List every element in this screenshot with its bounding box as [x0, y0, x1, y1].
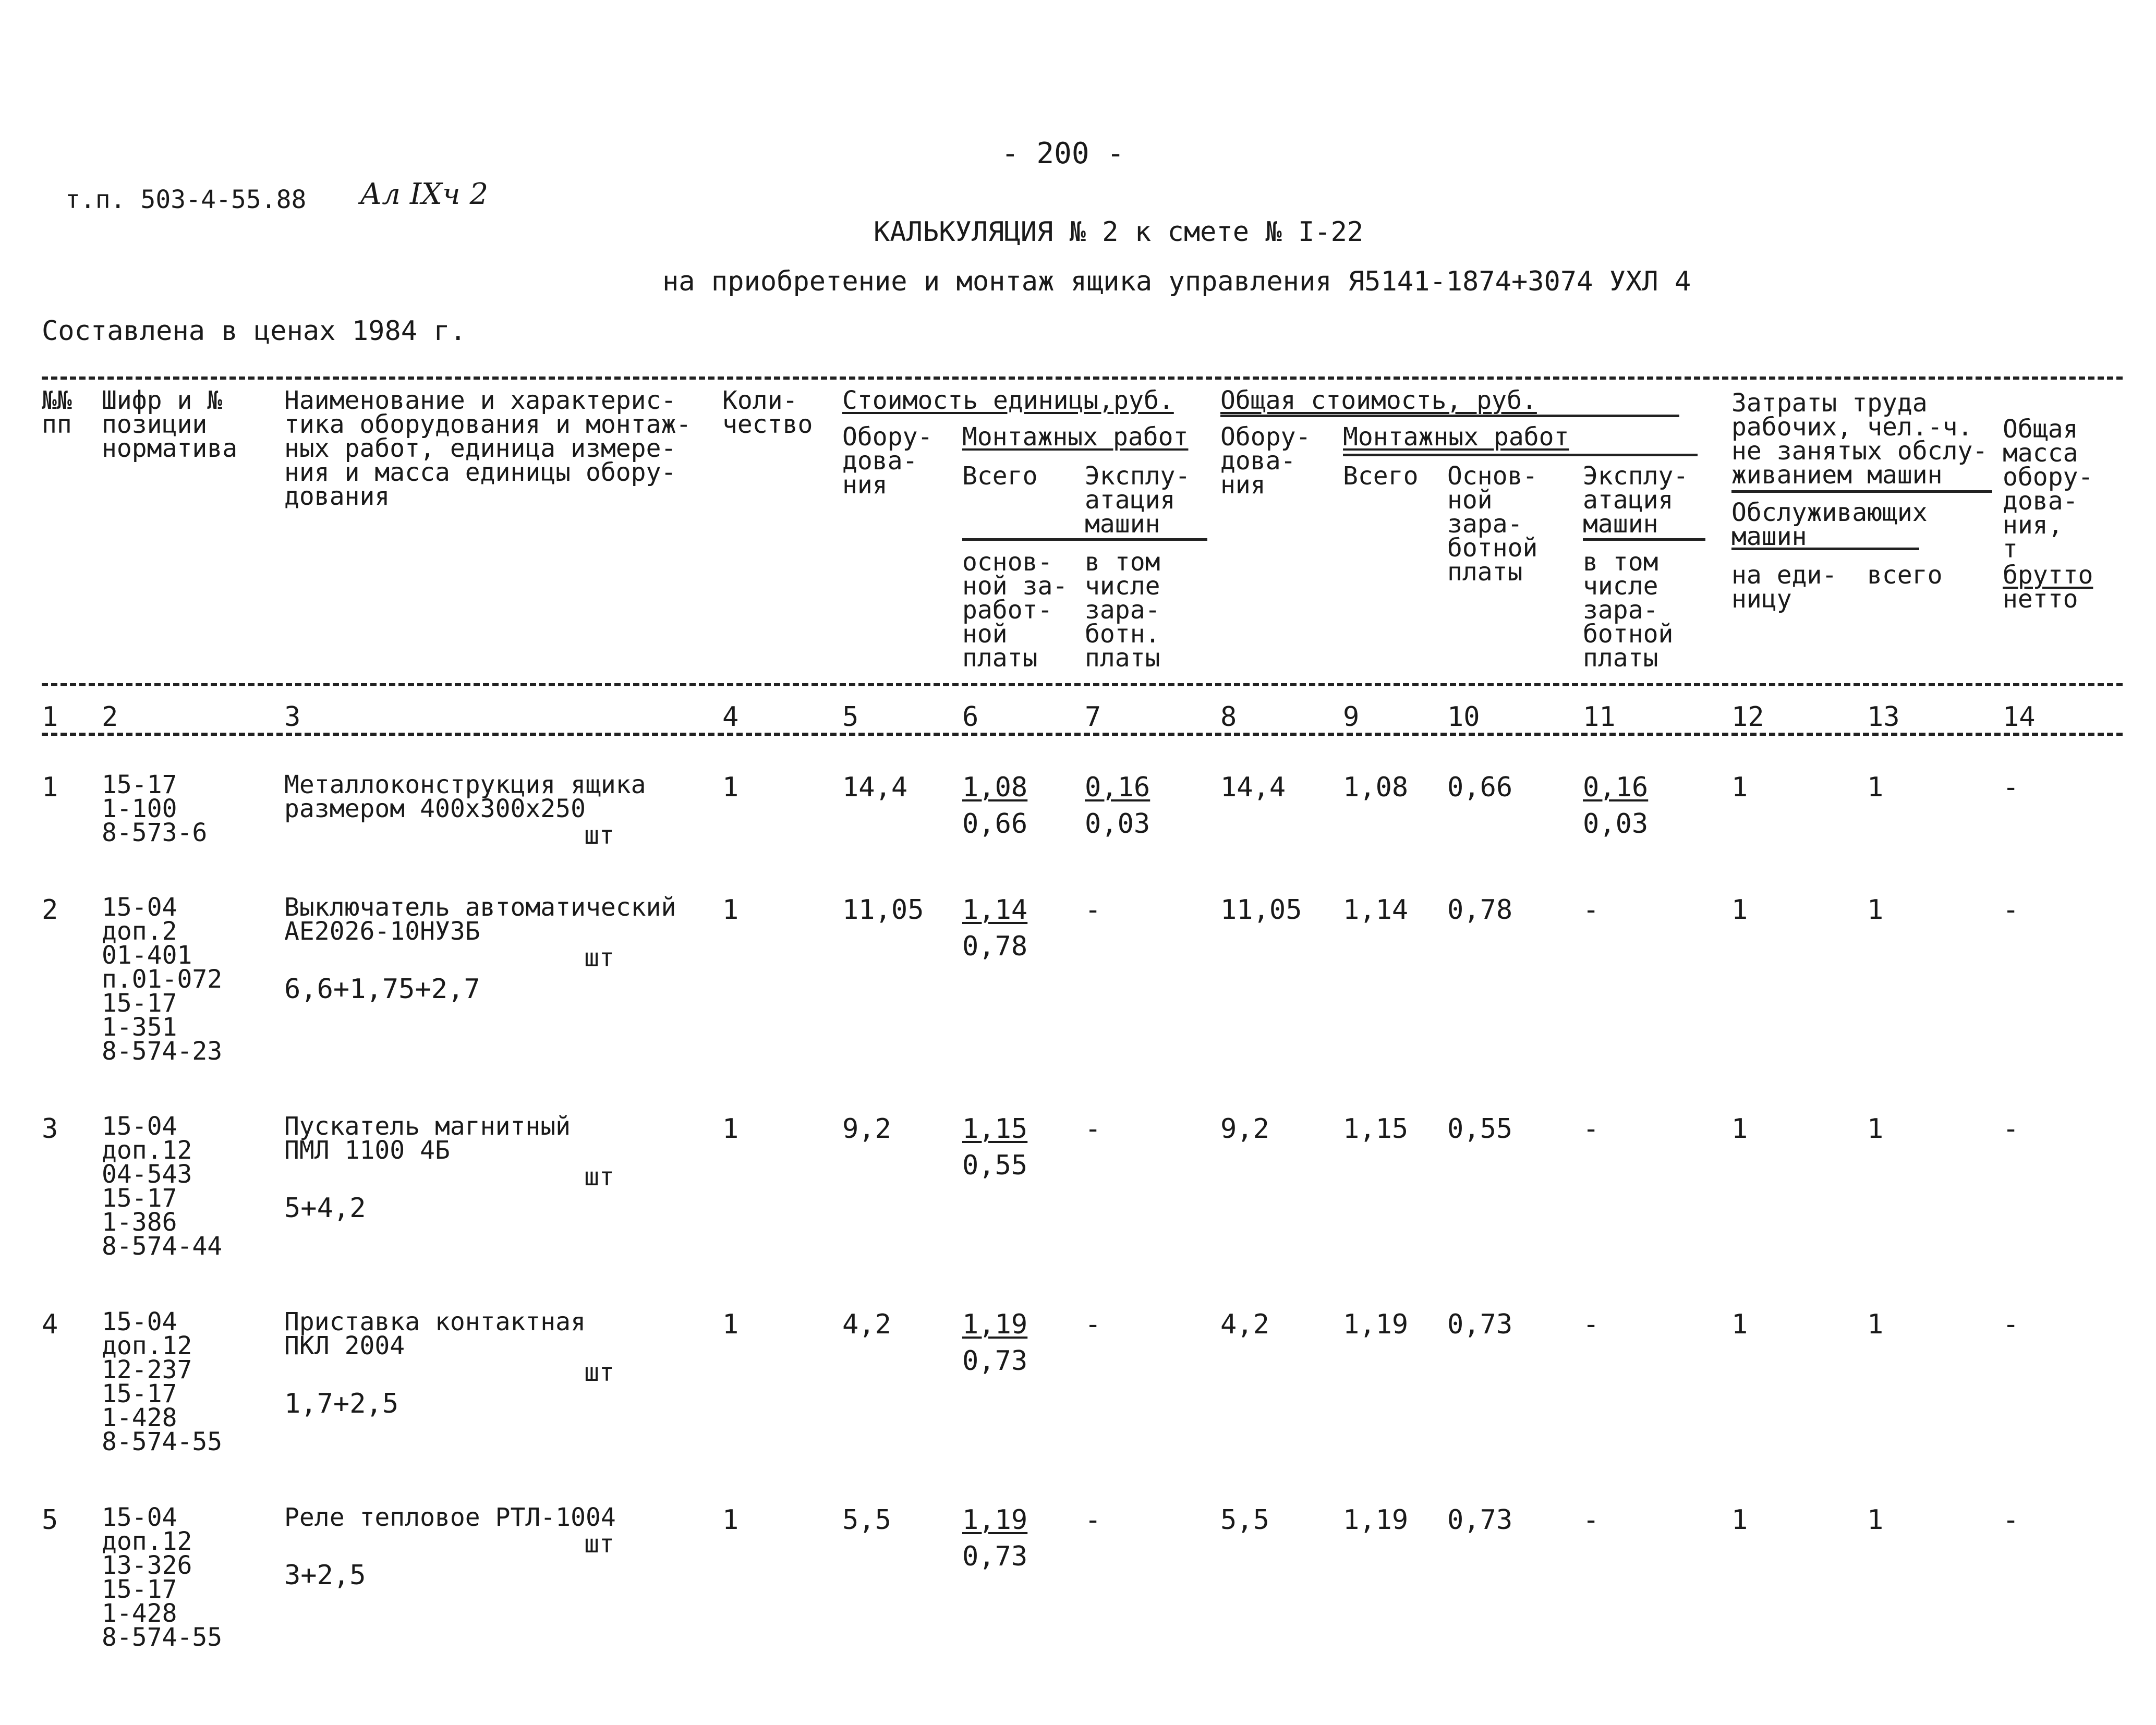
- column-number: 10: [1447, 701, 1480, 733]
- quantity: 1: [722, 1309, 739, 1340]
- header-unit-mounting: Монтажных работ: [962, 422, 1189, 452]
- total-exploitation: -: [1583, 1504, 1600, 1536]
- column-number: 8: [1220, 701, 1237, 733]
- mass-total: -: [2003, 1113, 2019, 1145]
- column-number: 9: [1343, 701, 1360, 733]
- column-number: 12: [1731, 701, 1764, 733]
- header-mass: Общая масса обору- дова- ния, т: [2003, 415, 2093, 564]
- total-equipment-cost: 5,5: [1220, 1504, 1269, 1536]
- column-number: 7: [1085, 701, 1101, 733]
- unit-exploitation: -: [1085, 1113, 1101, 1145]
- unit-mounting-total: 1,19: [962, 1309, 1028, 1340]
- quantity: 1: [722, 1504, 739, 1536]
- header-unit-divider: [962, 538, 1207, 541]
- total-exploitation: -: [1583, 1113, 1600, 1145]
- header-mounting-divider: [1343, 454, 1698, 456]
- header-total-equipment: Обору- дова- ния: [1220, 422, 1311, 500]
- album-reference: Ал IXч 2: [360, 177, 489, 211]
- total-basic-wage: 0,66: [1447, 772, 1513, 803]
- quantity: 1: [722, 772, 739, 803]
- labor-total: 1: [1867, 1309, 1884, 1340]
- header-total-exploit-divider: [1583, 538, 1705, 541]
- labor-per-unit: 1: [1731, 1113, 1748, 1145]
- header-labor-serving: Обслуживающих машин: [1731, 498, 1928, 551]
- header-unit-basic-wage: основ- ной за- работ- ной платы: [962, 548, 1068, 673]
- labor-total: 1: [1867, 1113, 1884, 1145]
- total-basic-wage: 0,55: [1447, 1113, 1513, 1145]
- norm-code: 15-04 доп.12 13-326 15-17 1-428 8-574-55: [102, 1503, 223, 1652]
- unit-basic-wage: 0,78: [962, 931, 1028, 962]
- item-unit: шт: [584, 1162, 614, 1192]
- calculation-subtitle: на приобретение и монтаж ящика управления Я5141-1874+3074 УХЛ 4: [662, 266, 1691, 297]
- item-name: Реле тепловое РТЛ-1004: [284, 1503, 616, 1532]
- labor-per-unit: 1: [1731, 772, 1748, 803]
- header-quantity: Коли- чество: [722, 386, 813, 439]
- header-total-incl-wage: в том числе зара- ботной платы: [1583, 548, 1674, 673]
- norm-code: 15-04 доп.12 04-543 15-17 1-386 8-574-44: [102, 1112, 223, 1261]
- header-total-divider: [1220, 415, 1679, 417]
- item-unit: шт: [584, 943, 614, 973]
- labor-per-unit: 1: [1731, 894, 1748, 926]
- header-mass-gross: брутто: [2003, 561, 2093, 590]
- unit-equipment-cost: 11,05: [842, 894, 924, 926]
- column-number: 4: [722, 701, 739, 733]
- column-number: 3: [284, 701, 301, 733]
- prices-note: Составлена в ценах 1984 г.: [42, 315, 466, 347]
- total-exploit-wage: 0,03: [1583, 808, 1649, 840]
- header-unit-equipment: Обору- дова- ния: [842, 422, 933, 500]
- labor-total: 1: [1867, 1504, 1884, 1536]
- unit-equipment-cost: 4,2: [842, 1309, 891, 1340]
- quantity: 1: [722, 894, 739, 926]
- row-number: 2: [42, 894, 58, 926]
- header-unit-exploitation: Эксплу- атация машин: [1085, 461, 1191, 539]
- header-labor: Затраты труда рабочих, чел.-ч. не занятых обслу- живанием машин: [1731, 388, 1988, 490]
- unit-basic-wage: 0,73: [962, 1541, 1028, 1572]
- unit-mounting-total: 1,14: [962, 894, 1028, 926]
- unit-basic-wage: 0,73: [962, 1345, 1028, 1377]
- column-number: 14: [2003, 701, 2036, 733]
- item-unit: шт: [584, 1529, 614, 1559]
- row-number: 3: [42, 1113, 58, 1145]
- page-number: - 200 -: [1001, 137, 1125, 171]
- header-total-cost: Общая стоимость, руб.: [1220, 386, 1537, 415]
- unit-mounting-total: 1,08: [962, 772, 1028, 803]
- unit-mounting-total: 1,19: [962, 1504, 1028, 1536]
- labor-total: 1: [1867, 894, 1884, 926]
- calculation-title: КАЛЬКУЛЯЦИЯ № 2 к смете № I-22: [874, 216, 1364, 248]
- header-name: Наименование и характерис- тика оборудования и монтаж- ных работ, единица измере- ния и масса единицы обору- дования: [284, 386, 692, 511]
- labor-total: 1: [1867, 772, 1884, 803]
- total-basic-wage: 0,78: [1447, 894, 1513, 926]
- header-labor-serving-divider: [1731, 548, 1919, 550]
- item-name: Приставка контактная ПКЛ 2004: [284, 1307, 586, 1360]
- unit-basic-wage: 0,66: [962, 808, 1028, 840]
- unit-exploitation: 0,16: [1085, 772, 1150, 803]
- total-exploitation: -: [1583, 1309, 1600, 1340]
- total-mounting: 1,14: [1343, 894, 1409, 926]
- column-number: 6: [962, 701, 979, 733]
- header-labor-divider: [1731, 490, 1992, 493]
- header-total-all: Всего: [1343, 461, 1419, 491]
- quantity: 1: [722, 1113, 739, 1145]
- column-number-rule: [42, 733, 2123, 736]
- header-unit-total: Всего: [962, 461, 1038, 491]
- labor-per-unit: 1: [1731, 1309, 1748, 1340]
- total-equipment-cost: 9,2: [1220, 1113, 1269, 1145]
- unit-equipment-cost: 9,2: [842, 1113, 891, 1145]
- header-mass-net: нетто: [2003, 585, 2078, 614]
- total-mounting: 1,08: [1343, 772, 1409, 803]
- unit-exploit-wage: 0,03: [1085, 808, 1150, 840]
- total-mounting: 1,15: [1343, 1113, 1409, 1145]
- total-exploitation: -: [1583, 894, 1600, 926]
- mass-total: -: [2003, 1504, 2019, 1536]
- unit-equipment-cost: 5,5: [842, 1504, 891, 1536]
- column-number: 2: [102, 701, 118, 733]
- item-mass: 1,7+2,5: [284, 1388, 399, 1419]
- row-number: 5: [42, 1504, 58, 1536]
- mass-total: -: [2003, 772, 2019, 803]
- table-top-rule: [42, 376, 2123, 380]
- item-name: Металлоконструкция ящика размером 400х300х250: [284, 770, 646, 823]
- column-number: 1: [42, 701, 58, 733]
- item-name: Выключатель автоматический АЕ2026-10НУ3Б: [284, 893, 676, 946]
- column-number: 13: [1867, 701, 1900, 733]
- mass-total: -: [2003, 894, 2019, 926]
- norm-code: 15-04 доп.12 12-237 15-17 1-428 8-574-55: [102, 1307, 223, 1456]
- item-unit: шт: [584, 821, 614, 850]
- item-mass: 6,6+1,75+2,7: [284, 974, 480, 1005]
- header-total-mounting: Монтажных работ: [1343, 422, 1569, 452]
- item-unit: шт: [584, 1358, 614, 1387]
- unit-exploitation: -: [1085, 894, 1101, 926]
- item-mass: 3+2,5: [284, 1560, 366, 1591]
- row-number: 4: [42, 1309, 58, 1340]
- total-exploitation: 0,16: [1583, 772, 1649, 803]
- unit-exploitation: -: [1085, 1309, 1101, 1340]
- unit-basic-wage: 0,55: [962, 1150, 1028, 1181]
- header-code: Шифр и № позиции норматива: [102, 386, 238, 463]
- header-total-exploitation: Эксплу- атация машин: [1583, 461, 1689, 539]
- total-mounting: 1,19: [1343, 1504, 1409, 1536]
- column-number: 11: [1583, 701, 1616, 733]
- total-basic-wage: 0,73: [1447, 1504, 1513, 1536]
- document-reference: т.п. 503-4-55.88: [65, 185, 307, 214]
- column-number: 5: [842, 701, 859, 733]
- total-equipment-cost: 11,05: [1220, 894, 1302, 926]
- item-mass: 5+4,2: [284, 1193, 366, 1224]
- labor-per-unit: 1: [1731, 1504, 1748, 1536]
- norm-code: 15-17 1-100 8-573-6: [102, 770, 208, 847]
- unit-exploitation: -: [1085, 1504, 1101, 1536]
- total-equipment-cost: 14,4: [1220, 772, 1286, 803]
- total-mounting: 1,19: [1343, 1309, 1409, 1340]
- norm-code: 15-04 доп.2 01-401 п.01-072 15-17 1-351 8-574-23: [102, 893, 223, 1066]
- mass-total: -: [2003, 1309, 2019, 1340]
- total-basic-wage: 0,73: [1447, 1309, 1513, 1340]
- total-equipment-cost: 4,2: [1220, 1309, 1269, 1340]
- header-row-number: №№ пп: [42, 386, 72, 439]
- header-labor-all: всего: [1867, 561, 1943, 590]
- header-labor-per-unit: на еди- ницу: [1731, 561, 1837, 614]
- unit-mounting-total: 1,15: [962, 1113, 1028, 1145]
- header-unit-cost: Стоимость единицы,руб.: [842, 386, 1174, 415]
- header-bottom-rule: [42, 683, 2123, 686]
- unit-equipment-cost: 14,4: [842, 772, 908, 803]
- header-unit-incl-wage: в том числе зара- ботн. платы: [1085, 548, 1160, 673]
- item-name: Пускатель магнитный ПМЛ 1100 4Б: [284, 1112, 571, 1165]
- row-number: 1: [42, 772, 58, 803]
- header-total-basic-wage: Основ- ной зара- ботной платы: [1447, 461, 1538, 587]
